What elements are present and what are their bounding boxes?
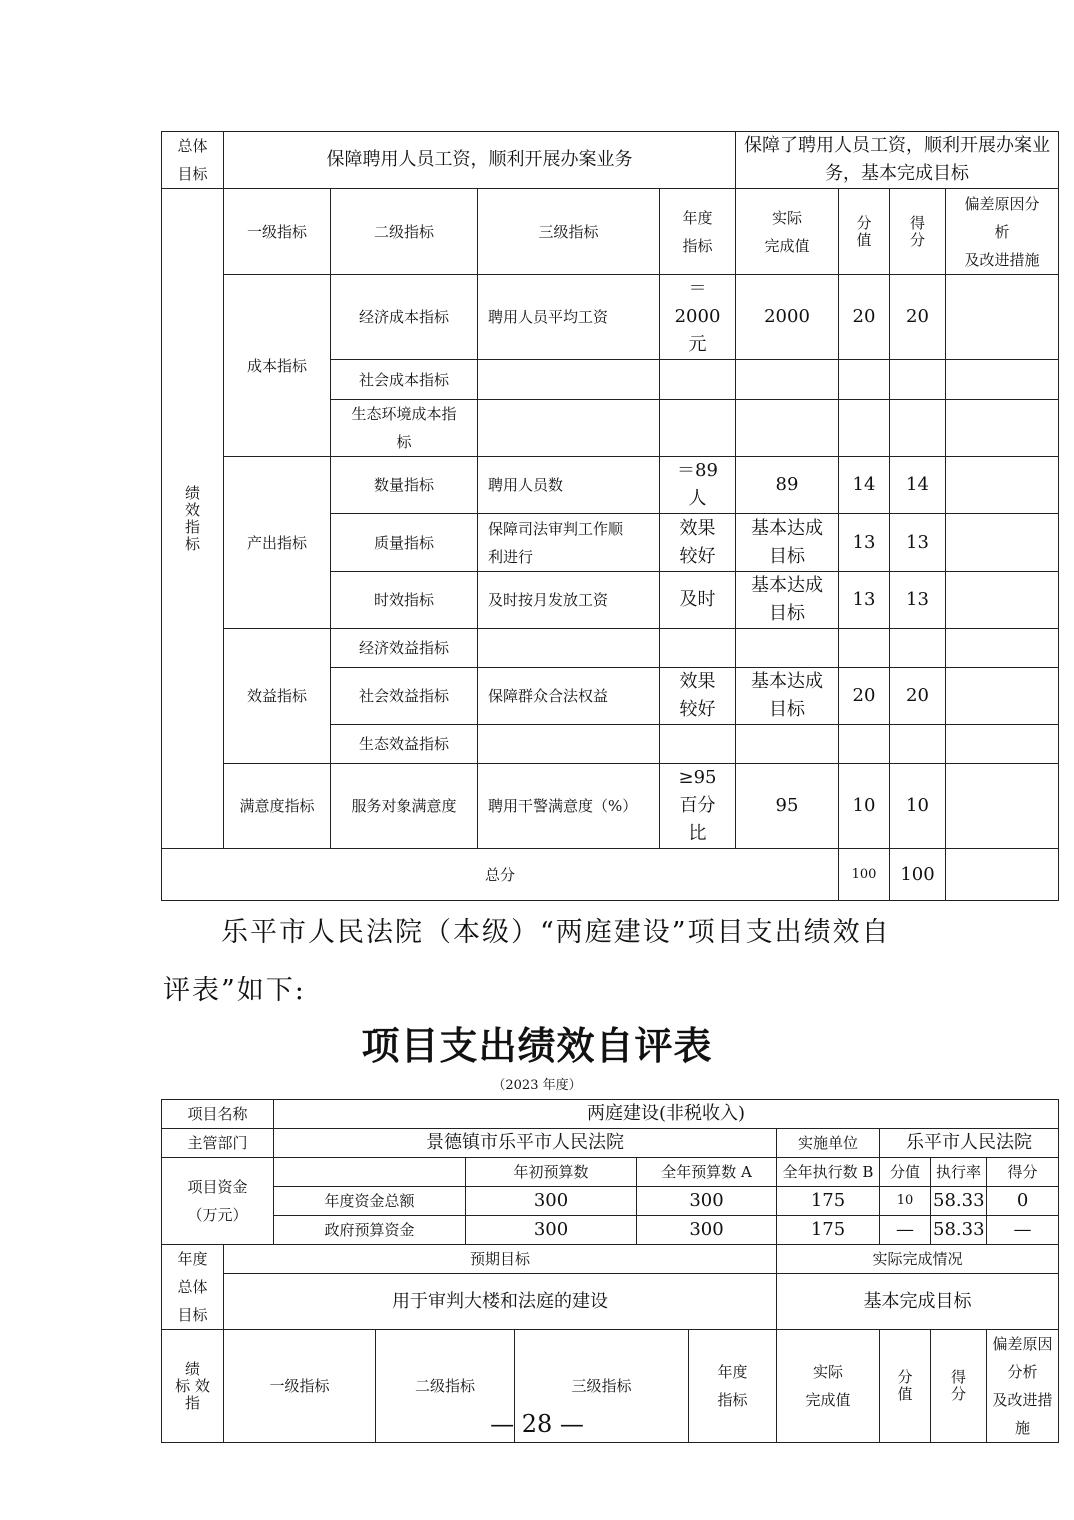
table-row-score: 14 bbox=[890, 457, 946, 514]
table-row-executed: 175 bbox=[777, 1187, 880, 1216]
header-score-value: 分 值 bbox=[839, 189, 890, 275]
total-deviation bbox=[946, 849, 1059, 901]
header-score-2: 得 分 bbox=[931, 1330, 987, 1443]
table-row-level2: 生态环境成本指 标 bbox=[331, 400, 478, 457]
table-row-rate: 58.33 bbox=[931, 1187, 987, 1216]
funds-header-executed: 全年执行数 B bbox=[777, 1158, 880, 1187]
expected-goal-label: 预期目标 bbox=[224, 1245, 777, 1274]
table-row-level3: 保障司法审判工作顺 利进行 bbox=[478, 514, 660, 572]
table-row-deviation bbox=[946, 400, 1059, 457]
table-row-level2: 经济效益指标 bbox=[331, 629, 478, 668]
table-row-label: 年度资金总额 bbox=[274, 1187, 466, 1216]
header-level1-2: 一级指标 bbox=[224, 1330, 376, 1443]
perf-indicator-label-2: 绩 标 效 指 bbox=[162, 1330, 224, 1443]
table-row-actual bbox=[736, 629, 839, 668]
header-annual: 年度 指标 bbox=[660, 189, 736, 275]
table-row-value bbox=[839, 400, 890, 457]
table-row-annual: 及时 bbox=[660, 572, 736, 629]
header-deviation-2: 偏差原因分析 及改进措施 bbox=[987, 1330, 1059, 1443]
table-row-level3: 聘用干警满意度（%） bbox=[478, 764, 660, 849]
table-row-score: 10 bbox=[890, 764, 946, 849]
table-row-level3: 聘用人员平均工资 bbox=[478, 275, 660, 360]
funds-label: 项目资金 （万元） bbox=[162, 1158, 274, 1245]
table-row-actual bbox=[736, 360, 839, 400]
table-row-score bbox=[890, 725, 946, 764]
table-row-rate: 58.33 bbox=[931, 1216, 987, 1245]
table-row-level3 bbox=[478, 629, 660, 668]
table-row-annual: ＝89 人 bbox=[660, 457, 736, 514]
header-actual-2: 实际 完成值 bbox=[777, 1330, 880, 1443]
table-row-value: 20 bbox=[839, 275, 890, 360]
annual-goal-label: 年度 总体 目标 bbox=[162, 1245, 224, 1330]
header-deviation: 偏差原因分 析 及改进措施 bbox=[946, 189, 1059, 275]
total-score: 100 bbox=[890, 849, 946, 901]
overall-goal-label: 总体 目标 bbox=[162, 132, 224, 189]
actual-goal: 基本完成目标 bbox=[777, 1274, 1059, 1330]
table-row-deviation bbox=[946, 764, 1059, 849]
intro-paragraph-line-2: 评表”如下: bbox=[163, 975, 306, 1006]
table-row-actual: 89 bbox=[736, 457, 839, 514]
funds-header-full-year: 全年预算数 A bbox=[637, 1158, 777, 1187]
table-row-level3: 保障群众合法权益 bbox=[478, 668, 660, 725]
table-row-label: 政府预算资金 bbox=[274, 1216, 466, 1245]
table-row-value: 10 bbox=[839, 764, 890, 849]
dept-name: 景德镇市乐平市人民法院 bbox=[274, 1129, 777, 1158]
header-level3: 三级指标 bbox=[478, 189, 660, 275]
table-row-score: 13 bbox=[890, 514, 946, 572]
page-number: — 28 — bbox=[490, 1410, 584, 1438]
table-row-score bbox=[890, 360, 946, 400]
group-satisfaction: 满意度指标 bbox=[224, 764, 331, 849]
expected-goal: 用于审判大楼和法庭的建设 bbox=[224, 1274, 777, 1330]
total-value: 100 bbox=[839, 849, 890, 901]
project-name-label: 项目名称 bbox=[162, 1100, 274, 1129]
funds-header-score: 得分 bbox=[987, 1158, 1059, 1187]
table-row-level2: 服务对象满意度 bbox=[331, 764, 478, 849]
header-annual-2: 年度 指标 bbox=[689, 1330, 777, 1443]
table-row-value: 14 bbox=[839, 457, 890, 514]
table-row-score: — bbox=[987, 1216, 1059, 1245]
table-row-deviation bbox=[946, 275, 1059, 360]
table-row-actual bbox=[736, 400, 839, 457]
table-row-actual: 2000 bbox=[736, 275, 839, 360]
header-level2-2: 二级指标 bbox=[376, 1330, 515, 1443]
year-label: （2023 年度） bbox=[492, 1078, 582, 1093]
header-value-2: 分 值 bbox=[880, 1330, 931, 1443]
table-row-annual bbox=[660, 725, 736, 764]
header-level2: 二级指标 bbox=[331, 189, 478, 275]
table-row-value: 13 bbox=[839, 572, 890, 629]
table-row-level2: 生态效益指标 bbox=[331, 725, 478, 764]
group-benefit: 效益指标 bbox=[224, 629, 331, 764]
table-row-value bbox=[839, 725, 890, 764]
performance-table-1 bbox=[161, 131, 1059, 901]
table-row-annual: 效果 较好 bbox=[660, 514, 736, 572]
table-row-score bbox=[890, 400, 946, 457]
table-row-level2: 社会效益指标 bbox=[331, 668, 478, 725]
funds-header-rate: 执行率 bbox=[931, 1158, 987, 1187]
table-row-score: 20 bbox=[890, 275, 946, 360]
table-row-level3 bbox=[478, 400, 660, 457]
table-row-annual bbox=[660, 629, 736, 668]
table-row-score: 0 bbox=[987, 1187, 1059, 1216]
table-row-value bbox=[839, 360, 890, 400]
table-row-initial: 300 bbox=[466, 1216, 637, 1245]
group-cost: 成本指标 bbox=[224, 275, 331, 457]
perf-indicator-label: 绩 效 指 标 bbox=[162, 189, 224, 849]
performance-table-2 bbox=[161, 1099, 1059, 1443]
actual-completion-label: 实际完成情况 bbox=[777, 1245, 1059, 1274]
table-row-deviation bbox=[946, 514, 1059, 572]
table-row-actual bbox=[736, 725, 839, 764]
header-level1: 一级指标 bbox=[224, 189, 331, 275]
table-row-deviation bbox=[946, 457, 1059, 514]
table-row-deviation bbox=[946, 725, 1059, 764]
table-row-deviation bbox=[946, 668, 1059, 725]
table-row-annual: 效果 较好 bbox=[660, 668, 736, 725]
table-row-initial: 300 bbox=[466, 1187, 637, 1216]
actual-goal-cell: 保障了聘用人员工资，顺利开展办案业务，基本完成目标 bbox=[736, 132, 1059, 189]
header-score: 得 分 bbox=[890, 189, 946, 275]
group-output: 产出指标 bbox=[224, 457, 331, 629]
table-row-value: 10 bbox=[880, 1187, 931, 1216]
table-row-value: — bbox=[880, 1216, 931, 1245]
header-actual: 实际 完成值 bbox=[736, 189, 839, 275]
table-row-level2: 质量指标 bbox=[331, 514, 478, 572]
table-row-level3: 聘用人员数 bbox=[478, 457, 660, 514]
table-row-actual: 基本达成 目标 bbox=[736, 668, 839, 725]
table-row-deviation bbox=[946, 360, 1059, 400]
table-row-full-year: 300 bbox=[637, 1216, 777, 1245]
impl-name: 乐平市人民法院 bbox=[880, 1129, 1059, 1158]
planned-goal-cell: 保障聘用人员工资，顺利开展办案业务 bbox=[224, 132, 736, 189]
impl-label: 实施单位 bbox=[777, 1129, 880, 1158]
table-row-actual: 基本达成 目标 bbox=[736, 572, 839, 629]
table-row-score: 20 bbox=[890, 668, 946, 725]
table-row-full-year: 300 bbox=[637, 1187, 777, 1216]
table-row-annual bbox=[660, 400, 736, 457]
funds-header-blank bbox=[274, 1158, 466, 1187]
table-row-annual: ≥95 百分 比 bbox=[660, 764, 736, 849]
table-row-level2: 时效指标 bbox=[331, 572, 478, 629]
dept-label: 主管部门 bbox=[162, 1129, 274, 1158]
table-row-level3 bbox=[478, 725, 660, 764]
funds-header-value: 分值 bbox=[880, 1158, 931, 1187]
project-name: 两庭建设(非税收入) bbox=[274, 1100, 1059, 1129]
table-row-score: 13 bbox=[890, 572, 946, 629]
table-row-deviation bbox=[946, 629, 1059, 668]
table-row-level2: 经济成本指标 bbox=[331, 275, 478, 360]
table-row-executed: 175 bbox=[777, 1216, 880, 1245]
table-row-score bbox=[890, 629, 946, 668]
table-row-actual: 基本达成 目标 bbox=[736, 514, 839, 572]
total-label: 总分 bbox=[162, 849, 839, 901]
table-row-annual: ＝ 2000 元 bbox=[660, 275, 736, 360]
page-title: 项目支出绩效自评表 bbox=[361, 1023, 713, 1068]
table-row-level3 bbox=[478, 360, 660, 400]
table-row-annual bbox=[660, 360, 736, 400]
table-row-actual: 95 bbox=[736, 764, 839, 849]
table-row-value: 13 bbox=[839, 514, 890, 572]
table-row-level3: 及时按月发放工资 bbox=[478, 572, 660, 629]
intro-paragraph-line-1: 乐平市人民法院（本级）“两庭建设”项目支出绩效自 bbox=[221, 917, 891, 948]
table-row-value bbox=[839, 629, 890, 668]
table-row-level2: 社会成本指标 bbox=[331, 360, 478, 400]
funds-header-initial: 年初预算数 bbox=[466, 1158, 637, 1187]
table-row-value: 20 bbox=[839, 668, 890, 725]
table-row-level2: 数量指标 bbox=[331, 457, 478, 514]
header-level3-2: 三级指标 bbox=[515, 1330, 689, 1443]
table-row-deviation bbox=[946, 572, 1059, 629]
